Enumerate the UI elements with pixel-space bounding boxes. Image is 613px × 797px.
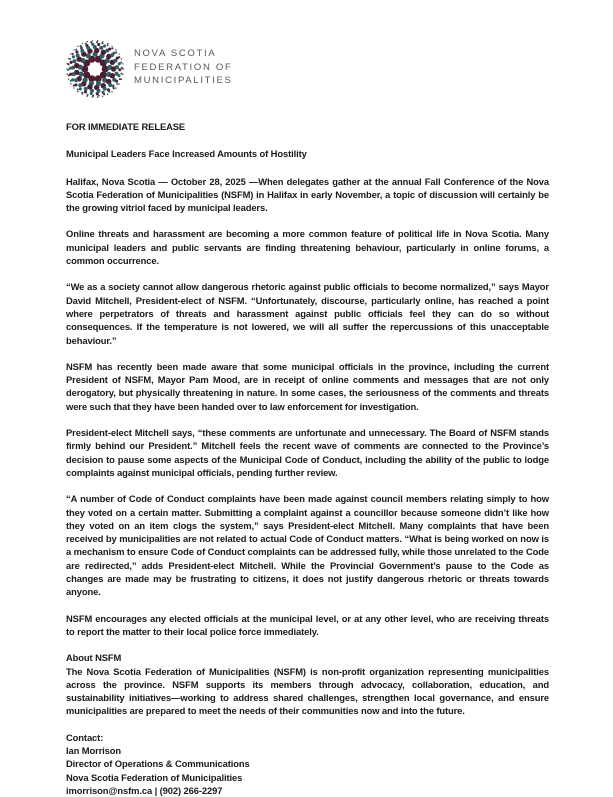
contact-title: Director of Operations & Communications	[66, 758, 250, 770]
body-paragraph: “A number of Code of Conduct complaints have been made against council members relating simply to how they voted on a certain matter. Submitting a complaint against a councillor because someone didn’t like how they voted on an item clogs the system,” says President-elect Mitchell. Many complaints that have been received by municipalities are not related to actual Code of Conduct matters. “What is being worked on now is a mechanism to ensure Code of Conduct complaints can be addressed fully, while those unrelated to the Code are redirected,” adds President-elect Mitchell. While the Provincial Government’s pause to the Code as changes are made may be frustrating to citizens, it does not justify dangerous rhetoric or threats towards anyone.	[66, 493, 549, 598]
nsfm-logo	[66, 40, 549, 98]
contact-email-phone: imorrison@nsfm.ca | (902) 266-2297	[66, 784, 223, 796]
nsfm-wordmark	[134, 47, 233, 88]
wordmark-line: MUNICIPALITIES	[134, 75, 233, 86]
body-paragraph: President-elect Mitchell says, “these comments are unfortunate and unnecessary. The Board of NSFM stands firmly behind our President.” Mitchell feels the recent wave of comments are connected to the Province’s decision to pause some aspects of the Municipal Code of Conduct, including the ability of the public to lodge complaints against municipal officials, pending further review.	[66, 427, 549, 478]
body-paragraph: Online threats and harassment are becoming a more common feature of political life in Nova Scotia. Many municipal leaders and public servants are finding threatening behaviour, particularly in online forums, a common occurrence.	[66, 228, 549, 267]
body-paragraph: NSFM encourages any elected officials at the municipal level, or at any other level, who are receiving threats to report the matter to their local police force immediately.	[66, 612, 549, 637]
about-paragraph: The Nova Scotia Federation of Municipalities (NSFM) is non-profit organization representing municipalities across the province. NSFM supports its members through advocacy, collaboration, education, and sustainability initiatives—working to address shared challenges, strengthen local governance, and ensure municipalities are prepared to meet the needs of their communities now and into the future.	[66, 665, 549, 717]
wordmark-line: NOVA SCOTIA	[134, 48, 217, 59]
nsfm-logo-icon	[66, 40, 124, 98]
body-paragraph: NSFM has recently been made aware that some municipal officials in the province, including the current President of NSFM, Mayor Pam Mood, are in receipt of online comments and messages that are not only derogatory, but physically threatening in nature. In some cases, the seriousness of the comments and threats were such that they have been handed over to law enforcement for investigation.	[66, 360, 549, 412]
body-paragraph: Halifax, Nova Scotia — October 28, 2025 —When delegates gather at the annual Fall Conference of the Nova Scotia Federation of Municipalities (NSFM) in Halifax in early November, a topic of discussion will certainly be the growing vitriol faced by municipal leaders.	[66, 175, 549, 214]
contact-section	[66, 731, 549, 797]
contact-org: Nova Scotia Federation of Municipalities	[66, 771, 243, 783]
release-label: FOR IMMEDIATE RELEASE	[66, 121, 186, 132]
wordmark-line: FEDERATION OF	[134, 61, 233, 73]
press-release-body	[66, 120, 549, 797]
headline: Municipal Leaders Face Increased Amounts of Hostility	[66, 148, 307, 160]
contact-lines	[66, 744, 549, 797]
contact-name: Ian Morrison	[66, 744, 122, 756]
contact-heading: Contact:	[66, 731, 104, 743]
body-paragraph: “We as a society cannot allow dangerous rhetoric against public officials to become normalized,” says Mayor David Mitchell, President-elect of NSFM. “Unfortunately, discourse, particularly online, has reached a point where perpetrators of threats and harassment against public officials feel they can do so without consequences. If the temperature is not lowered, we will all suffer the repercussions of this unacceptable behaviour.”	[66, 281, 549, 346]
about-heading: About NSFM	[66, 652, 122, 664]
about-section	[66, 651, 549, 717]
